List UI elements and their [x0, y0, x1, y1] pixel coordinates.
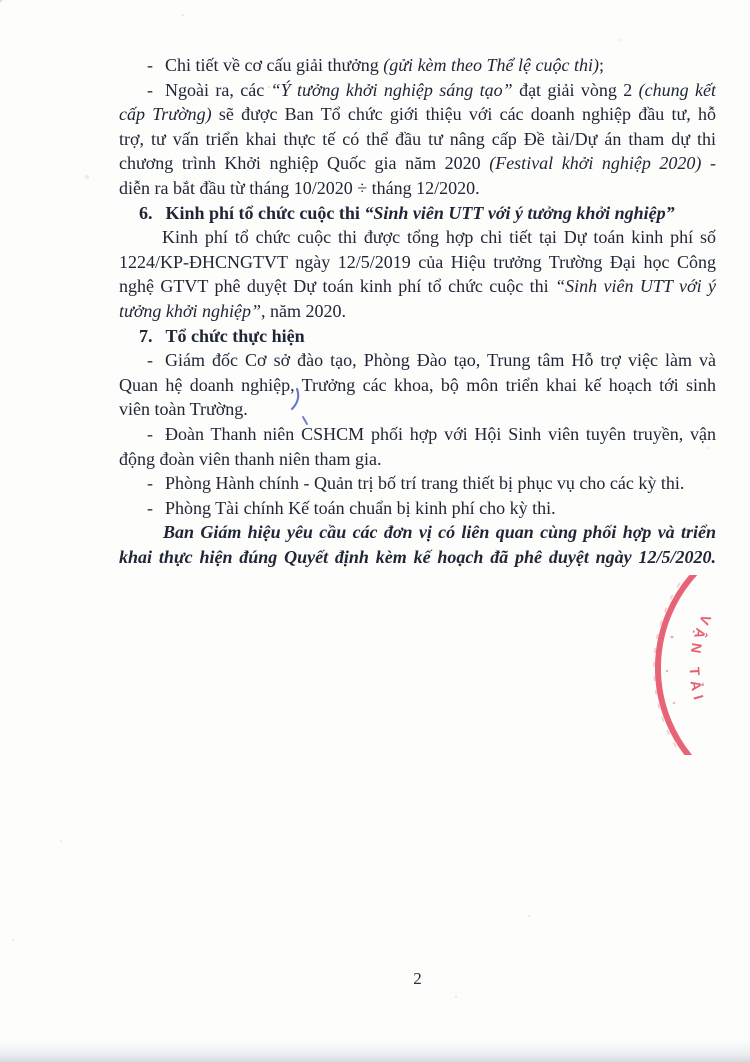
text-run: “Ý tưởng khởi nghiệp sáng tạo”: [270, 79, 513, 100]
red-stamp-fragment: [630, 575, 750, 755]
text-run: Chi tiết về cơ cấu giải thưởng: [165, 55, 384, 75]
text-line: [119, 274, 716, 299]
text-line: [119, 250, 716, 275]
scan-shadow-band: [0, 1040, 750, 1062]
text-line: [119, 397, 716, 422]
document-body: [119, 53, 716, 569]
text-line: [119, 324, 716, 349]
text-run: -: [147, 423, 153, 444]
text-run: Quan hệ doanh nghiệp, Trưởng các khoa, bộ môn triển khai kế hoạch tới sinh: [119, 374, 716, 395]
text-line: [119, 127, 716, 152]
text-run: trợ, tư vấn triển khai thực tế có thể đầu tư nâng cấp Đề tài/Dự án tham dự thi: [119, 128, 716, 149]
text-run: “Sinh viên UTT với ý tưởng khởi nghiệp”: [364, 202, 675, 223]
text-line: [119, 348, 716, 373]
text-run: , năm 2020.: [261, 300, 347, 321]
text-run: diễn ra bắt đầu từ tháng 10/2020 ÷ tháng 12/2020.: [119, 177, 480, 198]
text-run: Phòng Tài chính Kế toán chuẩn bị kinh phí cho kỳ thi.: [165, 497, 556, 518]
blue-pen-mark: [286, 386, 316, 430]
text-run: 6.: [139, 202, 153, 223]
scan-speckles: [0, 0, 2, 2]
text-line: [119, 373, 716, 398]
text-run: Kinh phí tổ chức cuộc thi: [165, 202, 365, 223]
text-run: Ngoài ra, các: [165, 79, 271, 100]
text-line: [119, 520, 716, 545]
pen-stroke: [303, 417, 307, 424]
text-line: [119, 422, 716, 447]
text-run: Phòng Hành chính - Quản trị bố trí trang thiết bị phục vụ cho các kỳ thi.: [165, 473, 685, 494]
page-number: 2: [413, 969, 422, 988]
text-run: (gửi kèm theo Thể lệ cuộc thi): [383, 55, 599, 75]
text-run: Ban Giám hiệu yêu cầu các đơn vị có liên quan cùng phối hợp và triển: [163, 522, 716, 543]
text-run: Đoàn Thanh niên CSHCM phối hợp với Hội Sinh viên tuyên truyền, vận: [165, 423, 716, 444]
text-run: -: [147, 55, 153, 75]
text-run: sẽ được Ban Tổ chức giới thiệu với các doanh nghiệp đầu tư, hỗ: [211, 104, 716, 125]
text-run: (Festival khởi nghiệp 2020): [489, 153, 702, 174]
stamp-speck: [673, 702, 676, 705]
text-run: cấp Trường): [119, 104, 212, 125]
text-run: “Sinh viên UTT với ý: [555, 276, 716, 297]
text-run: (chung kết: [638, 79, 716, 100]
text-line: [119, 496, 716, 521]
pen-stroke: [292, 389, 298, 409]
text-run: nghệ GTVT phê duyệt Dự toán kinh phí tổ chức cuộc thi: [119, 276, 556, 297]
text-run: khai thực hiện đúng Quyết định kèm kế hoạch đã phê duyệt ngày 12/5/2020.: [119, 546, 716, 567]
text-line: [119, 53, 716, 78]
text-run: tưởng khởi nghiệp”: [119, 300, 262, 321]
text-run: ;: [599, 55, 605, 75]
text-line: [119, 176, 716, 201]
text-line: [119, 471, 716, 496]
text-run: -: [701, 153, 716, 174]
text-run: 1224/KP-ĐHCNGTVT ngày 12/5/2019 của Hiệu trưởng Trường Đại học Công: [119, 251, 716, 272]
text-run: -: [147, 79, 153, 100]
text-run: Tổ chức thực hiện: [165, 325, 305, 346]
stamp-text-path-run: VẬN TẢI: [686, 612, 715, 707]
text-line: [119, 299, 716, 324]
text-run: đạt giải vòng 2: [512, 79, 639, 100]
text-line: [119, 151, 716, 176]
text-run: 7.: [139, 325, 153, 346]
text-run: -: [147, 497, 153, 518]
text-line: [119, 447, 716, 472]
stamp-text: [687, 612, 715, 706]
stamp-speck: [671, 636, 674, 639]
text-line: [119, 78, 716, 103]
text-line: [119, 225, 716, 250]
text-run: động đoàn viên thanh niên tham gia.: [119, 448, 382, 469]
text-line: [119, 102, 716, 127]
text-run: chương trình Khởi nghiệp Quốc gia năm 2020: [119, 153, 490, 174]
text-run: -: [147, 350, 153, 371]
text-run: Giám đốc Cơ sở đào tạo, Phòng Đào tạo, Trung tâm Hỗ trợ việc làm và: [165, 350, 716, 371]
text-run: Kinh phí tổ chức cuộc thi được tổng hợp chi tiết tại Dự toán kinh phí số: [162, 227, 716, 248]
text-line: [119, 545, 716, 570]
text-line: [119, 201, 716, 226]
text-run: viên toàn Trường.: [119, 399, 248, 420]
stamp-speck: [666, 670, 668, 672]
text-run: -: [147, 473, 153, 494]
